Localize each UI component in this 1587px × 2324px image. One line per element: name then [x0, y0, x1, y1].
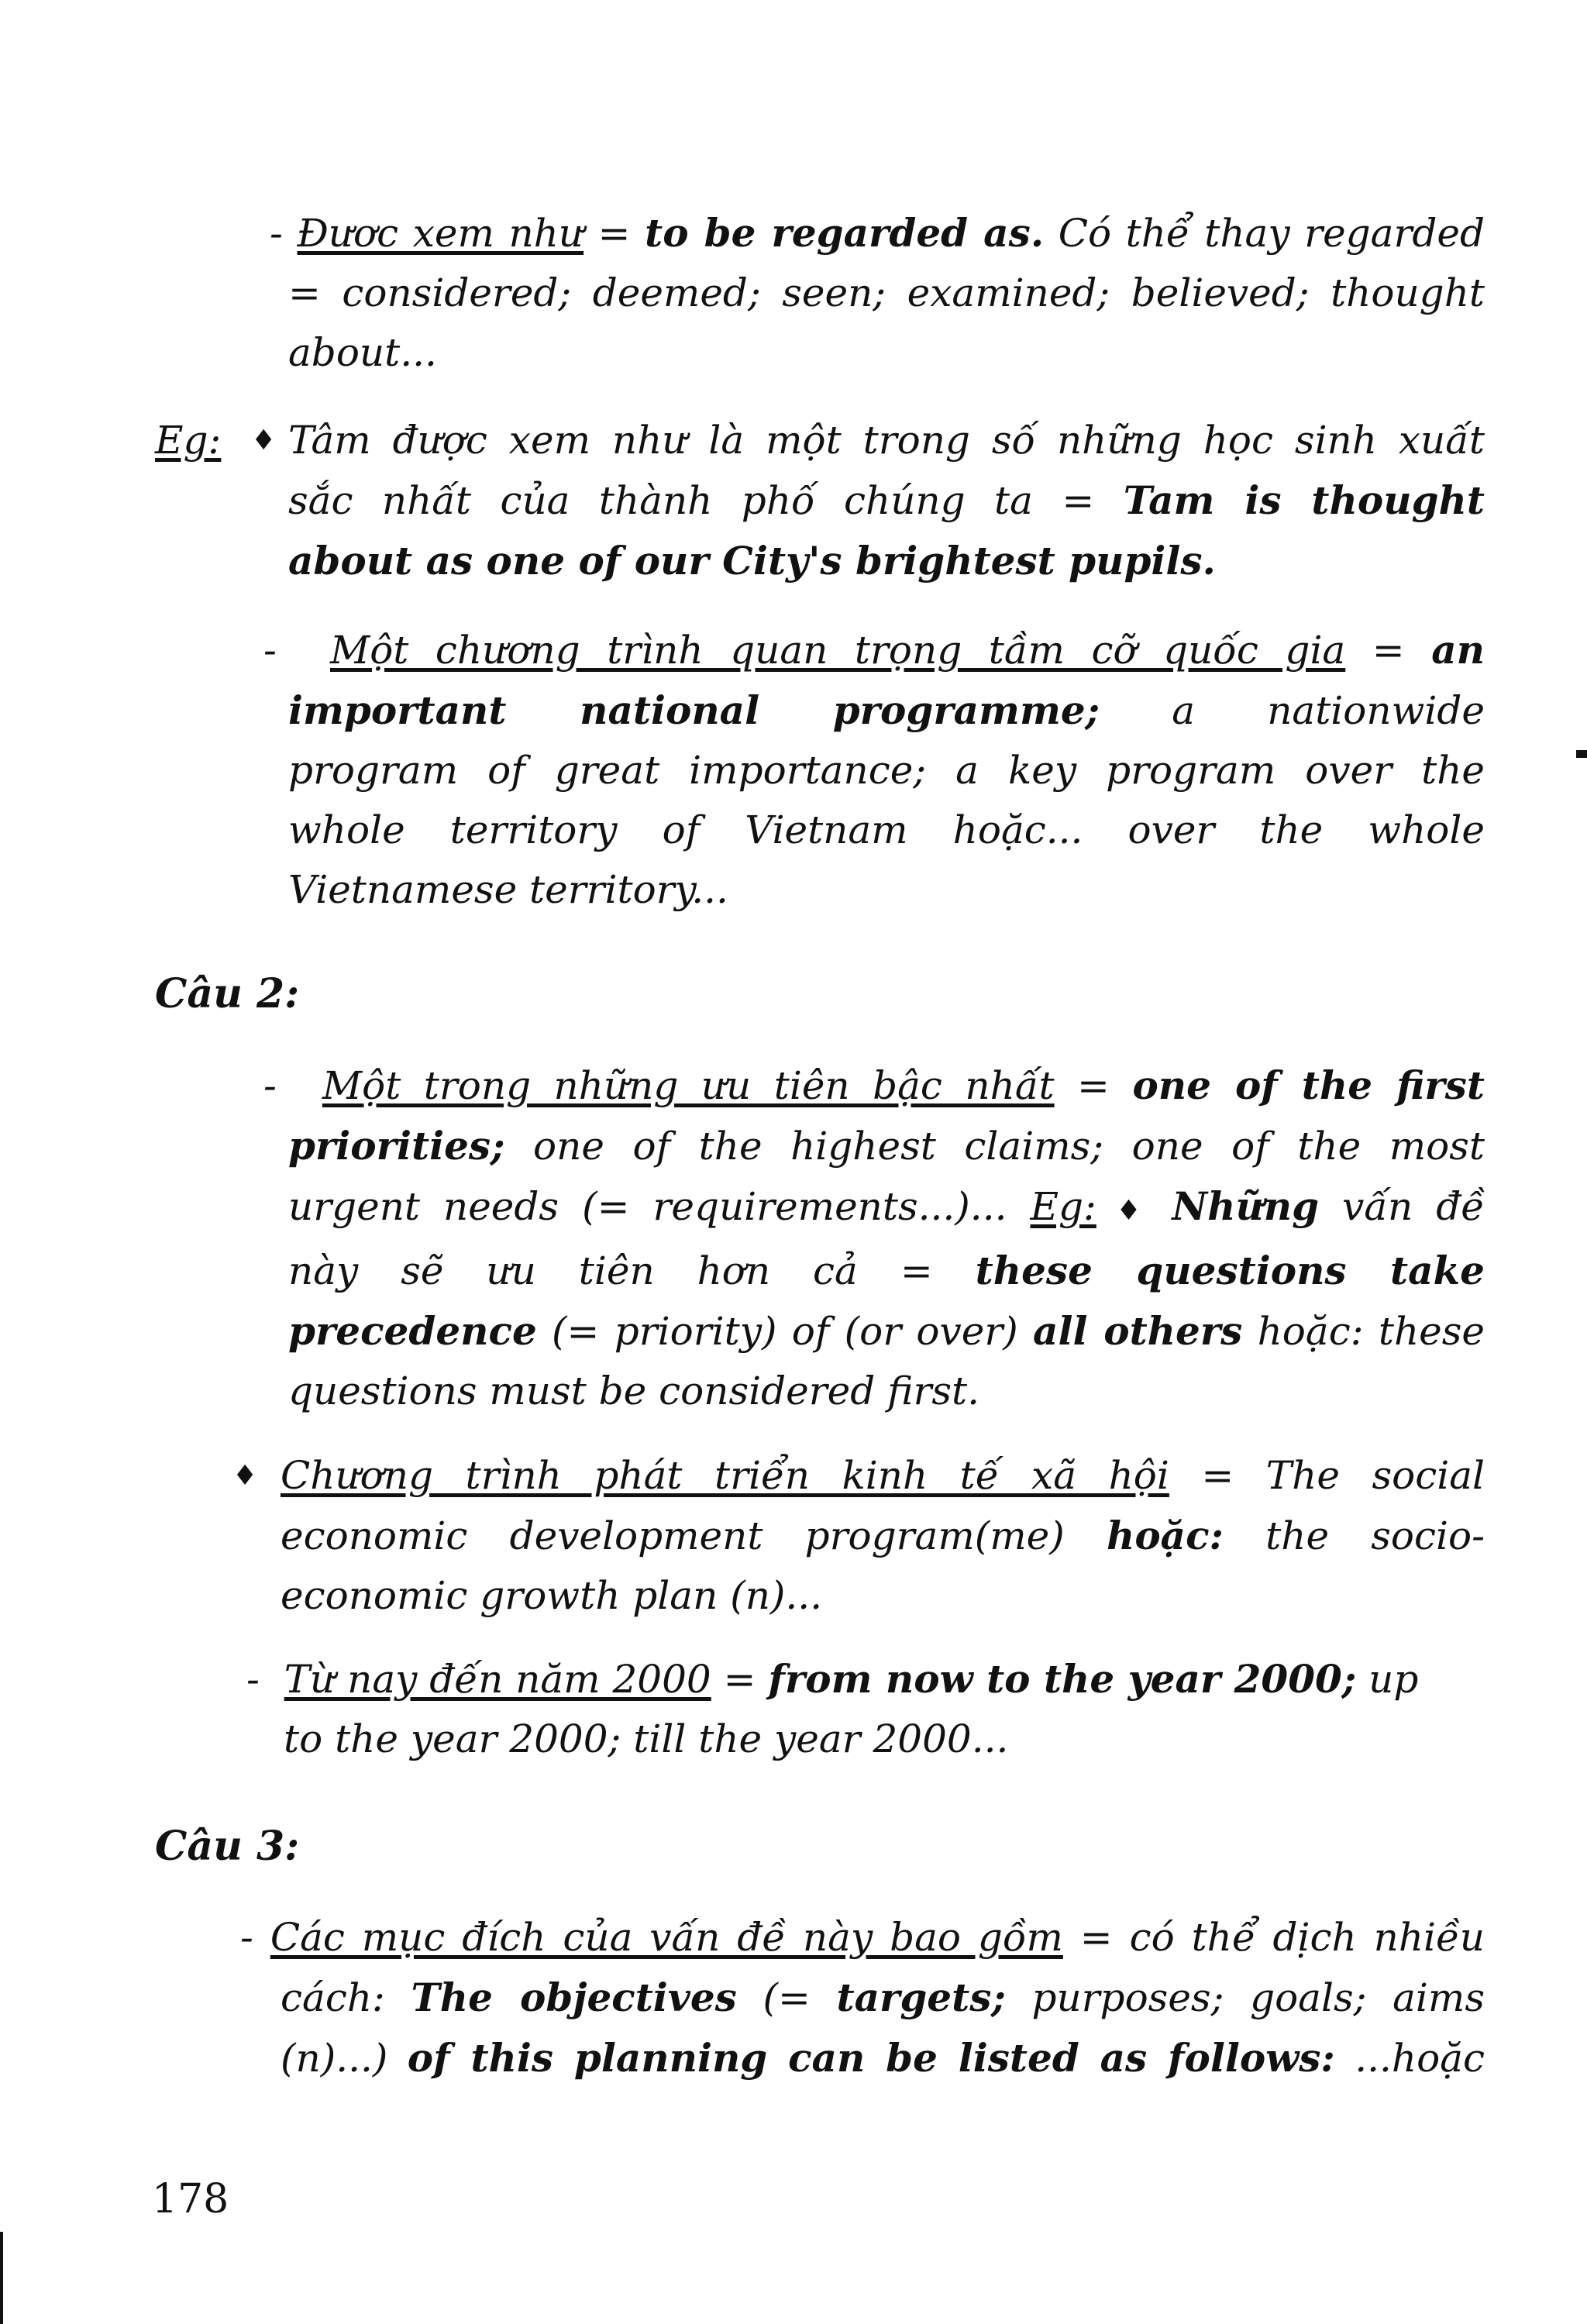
entry-line [281, 1506, 1485, 1566]
english-translation: to be regarded as. [645, 210, 1045, 256]
english-translation: one of the first [1132, 1062, 1485, 1108]
entry-text: (n)...) [281, 2036, 408, 2081]
scan-mark-right [1576, 750, 1587, 758]
equals-sign: = [1169, 1453, 1266, 1498]
entry-line [263, 680, 1485, 741]
entry-text: hoặc: these [1242, 1309, 1485, 1354]
entry-line: about... [288, 330, 437, 375]
example-tam [155, 411, 1485, 591]
entry-line [263, 1055, 1485, 1116]
example-translation: these questions take [975, 1248, 1485, 1293]
entry-text: the socio- [1223, 1513, 1485, 1558]
example-text: vấn đề [1319, 1184, 1485, 1229]
entry-line [263, 1116, 1485, 1176]
example-text: Những [1172, 1183, 1320, 1229]
entry-line: program of great importance; a key program over the [288, 748, 1485, 793]
page-number: 178 [152, 2176, 229, 2222]
vietnamese-term: Từ nay đến năm 2000 [284, 1657, 711, 1702]
english-translation: The social [1265, 1453, 1485, 1498]
equals-sign: = [1345, 628, 1432, 673]
entry-line [263, 1176, 1485, 1241]
entry-text: cách: [281, 1975, 411, 2020]
vietnamese-term: Một chương trình quan trọng tầm cỡ quốc gia [330, 628, 1346, 673]
english-translation: priorities; [288, 1123, 505, 1169]
entry-text: economic development program(me) [281, 1513, 1107, 1558]
example-translation: all others [1033, 1308, 1243, 1354]
vietnamese-term: Đươc xem như [297, 211, 584, 256]
example-line [288, 470, 1485, 531]
entry-line [240, 1968, 1485, 2028]
equals-sign: = [1054, 1063, 1133, 1108]
entry-line [240, 2028, 1485, 2088]
example-translation: Tam is thought [1123, 477, 1485, 523]
entry-objectives [240, 1908, 1485, 2088]
heading-cau-3: Câu 3: [155, 1823, 300, 1870]
bullet-icon: ♦ [1096, 1195, 1172, 1227]
entry-line [263, 620, 1485, 680]
english-translation: targets; [836, 1975, 1006, 2020]
equals-sign: = [1062, 1915, 1130, 1960]
entry-text: one of the highest claims; one of the most [504, 1124, 1485, 1169]
entry-line [232, 1446, 1485, 1506]
dash: - [263, 1063, 277, 1108]
entry-text [281, 1446, 1485, 1506]
english-translation: important national programme; [288, 687, 1100, 733]
example-text: Tâm được xem như là một trong số những học sinh xuất [288, 418, 1485, 463]
entry-line [263, 1241, 1485, 1301]
dash: - [240, 1915, 253, 1960]
entry-text: (= priority) of (or over) [536, 1309, 1034, 1354]
bullet-icon: ♦ [232, 1460, 258, 1492]
example-text: sắc nhất của thành phố chúng ta = [288, 478, 1124, 523]
entry-line [246, 1649, 1485, 1709]
entry-text: Có thể thay regarded [1044, 211, 1485, 256]
entry-line [240, 1908, 1485, 1968]
example-text: này sẽ ưu tiên hơn cả = [288, 1248, 976, 1293]
bullet-icon: ♦ [251, 425, 277, 456]
vietnamese-term: Chương trình phát triển kinh tế xã hội [281, 1453, 1169, 1498]
dash: - [263, 628, 277, 673]
entry-text: purposes; goals; aims [1005, 1975, 1485, 2020]
example-translation: precedence [288, 1308, 537, 1354]
entry-text: up [1356, 1657, 1419, 1702]
entry-text: urgent needs (= requirements...)... [288, 1184, 1031, 1229]
english-translation: of this planning can be listed as follows: [407, 2035, 1335, 2081]
entry-socio-economic-program [232, 1446, 1485, 1626]
entry-text: ...hoặc [1334, 2036, 1485, 2081]
english-translation: an [1431, 627, 1485, 673]
dash: - [246, 1657, 260, 1702]
entry-text: có thể dịch nhiều [1129, 1915, 1485, 1960]
example-label: Eg: [1030, 1184, 1096, 1229]
connector-word: hoặc: [1106, 1513, 1224, 1558]
equals-sign: = [584, 211, 645, 256]
entry-national-programme [263, 620, 1485, 920]
example-translation: about as one of our City's brightest pupils. [288, 538, 1216, 584]
english-translation: from now to the year 2000; [768, 1656, 1357, 1702]
english-translation: The objectives [411, 1975, 737, 2020]
example-label: Eg: [155, 418, 222, 463]
vietnamese-term: Một trong những ưu tiên bậc nhất [322, 1063, 1055, 1108]
entry-text: (= [736, 1975, 837, 2020]
entry-first-priorities [263, 1055, 1485, 1421]
vietnamese-term: Các mục đích của vấn đề này bao gồm [270, 1915, 1063, 1960]
scan-mark-left-edge [0, 2232, 3, 2324]
example-line [155, 411, 1485, 470]
entry-line: whole territory of Vietnam hoặc... over the whole [288, 807, 1485, 852]
entry-regarded-as [270, 203, 1485, 383]
entry-line: Vietnamese territory... [288, 867, 728, 912]
example-line [288, 531, 1485, 591]
entry-line: to the year 2000; till the year 2000... [284, 1716, 1009, 1761]
dash: - [270, 211, 283, 256]
heading-cau-2: Câu 2: [155, 970, 300, 1017]
entry-line: economic growth plan (n)... [281, 1573, 823, 1618]
entry-year-2000 [246, 1649, 1485, 1769]
entry-line: questions must be considered first. [288, 1369, 979, 1413]
entry-line [263, 1301, 1485, 1362]
entry-line: = considered; deemed; seen; examined; believed; thought [288, 270, 1485, 315]
entry-text: a nationwide [1100, 688, 1485, 733]
entry-line [270, 203, 1485, 263]
equals-sign: = [711, 1657, 769, 1702]
